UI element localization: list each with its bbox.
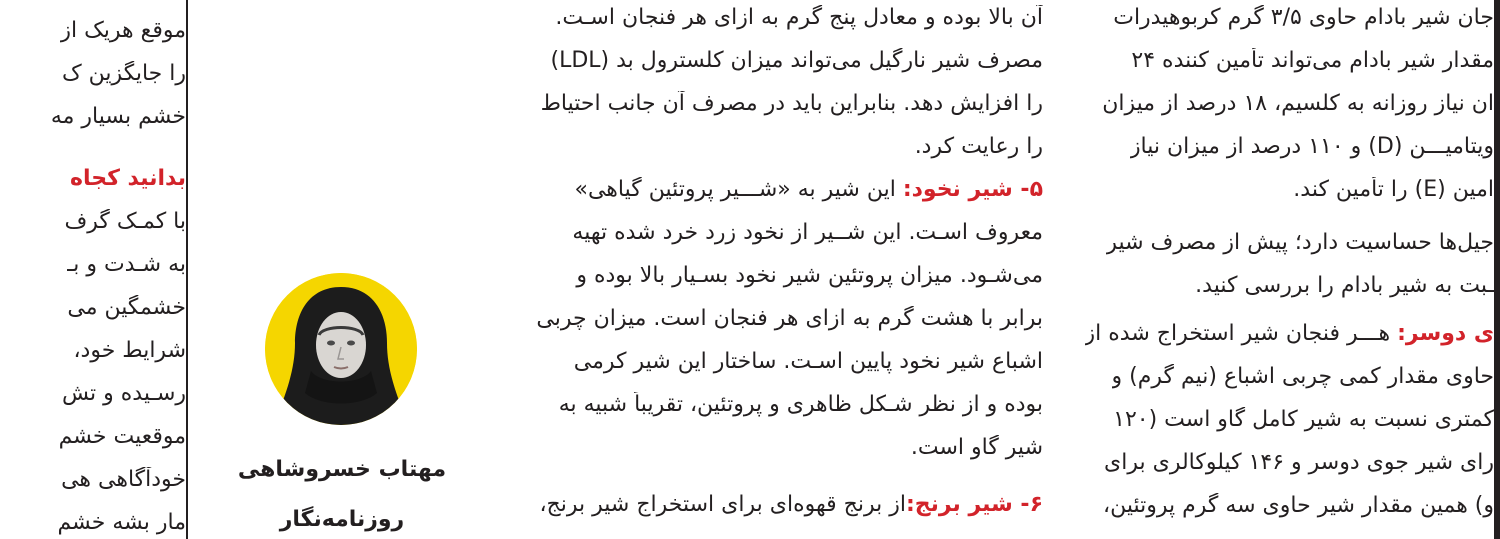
text-line: ـبت به شیر بادام را بررسی کنید. xyxy=(1195,273,1494,298)
text-line: موقعیت خشم xyxy=(58,424,186,449)
text-line: خشمگین می xyxy=(67,295,186,320)
item-label: ی دوسر: xyxy=(1397,321,1494,346)
item-label: ۶- شیر برنج: xyxy=(905,492,1043,517)
text-line: را رعایت کرد. xyxy=(914,134,1043,159)
list-item-5 xyxy=(497,177,1043,207)
left-column xyxy=(0,0,186,539)
text-line: جیل‌ها حساسیت دارد؛ پیش از مصرف شیر xyxy=(1106,230,1494,255)
text-line: را جایگزین ک xyxy=(62,61,186,86)
text-line: به شـدت و بـ xyxy=(66,252,186,277)
list-item-oat xyxy=(1085,321,1494,351)
list-item-6 xyxy=(497,492,1043,522)
text-line: حاوی مقدار کمی چربی اشباع (نیم گرم) و xyxy=(1111,364,1494,389)
text-line: شیر گاو است. xyxy=(910,435,1043,460)
item-text: هـــر فنجان شیر استخراج شده از xyxy=(1084,321,1398,346)
text-line: مقدار شیر بادام می‌تواند تأمین کننده ۲۴ xyxy=(1131,48,1494,73)
item-text: از برنج قهوه‌ای برای استخراج شیر برنج، xyxy=(539,492,906,517)
text-line: را افزایش دهد. بنابراین باید در مصرف آن جانب احتیاط xyxy=(540,91,1043,116)
section-heading: بدانید کجاه xyxy=(69,166,186,191)
text-line: امین (E) را تأمین کند. xyxy=(1293,177,1494,202)
text-line: بوده و از نظر شـکل ظاهری و پروتئین، تقریباً شبیه به xyxy=(558,392,1043,417)
text-line: خودآگاهی هی xyxy=(61,467,186,492)
author-photo xyxy=(265,273,417,425)
text-line: اشباع شیر نخود پایین اسـت. ساختار این شیر کرمی xyxy=(573,349,1043,374)
text-line: ان نیاز روزانه به کلسیم، ۱۸ درصد از میزان xyxy=(1102,91,1494,116)
text-line: می‌شـود. میزان پروتئین شیر نخود بسـیار بالا بوده و xyxy=(576,263,1043,288)
text-line: مصرف شیر نارگیل می‌تواند میزان کلسترول بد (LDL) xyxy=(550,48,1043,73)
author-role: روزنامه‌نگار xyxy=(279,507,405,532)
item-text: این شیر به «شـــیر پروتئین گیاهی» xyxy=(574,177,903,202)
text-line: برابر با هشت گرم به ازای هر فنجان است. میزان چربی xyxy=(536,306,1043,331)
text-line: خشم بسیار مه xyxy=(50,104,186,129)
text-line: معروف اسـت. این شــیر از نخود زرد خرد شده تهیه xyxy=(572,220,1043,245)
text-line: رای شیر جوی دوسر و ۱۴۶ کیلوکالری برای xyxy=(1104,450,1494,475)
text-line: شرایط خود، xyxy=(73,338,186,363)
author-portrait-image xyxy=(265,273,417,425)
text-line: آن بالا بوده و معادل پنج گرم به ازای هر فنجان اسـت. xyxy=(555,5,1043,30)
text-line: کمتری نسبت به شیر کامل گاو است (۱۲۰ xyxy=(1113,407,1494,432)
text-line: ویتامیـــن (D) و ۱۱۰ درصد از میزان نیاز xyxy=(1129,134,1494,159)
middle-column xyxy=(497,0,1043,539)
text-line: رسـیده و تش xyxy=(62,381,186,406)
right-column xyxy=(1075,0,1494,539)
text-line: و) همین مقدار شیر حاوی سه گرم پروتئین، xyxy=(1102,493,1494,518)
author-name: مهتاب خسروشاهی xyxy=(237,457,447,482)
column-divider-left xyxy=(186,0,188,539)
text-line: مار بشه خشم xyxy=(57,510,186,535)
item-label: ۵- شیر نخود: xyxy=(902,177,1043,202)
right-edge-bar xyxy=(1494,0,1500,539)
text-line: با کمـک گرف xyxy=(64,209,186,234)
text-line: موقع هریک از xyxy=(60,18,186,43)
text-line: جان شیر بادام حاوی ۳/۵ گرم کربوهیدرات xyxy=(1113,5,1494,30)
